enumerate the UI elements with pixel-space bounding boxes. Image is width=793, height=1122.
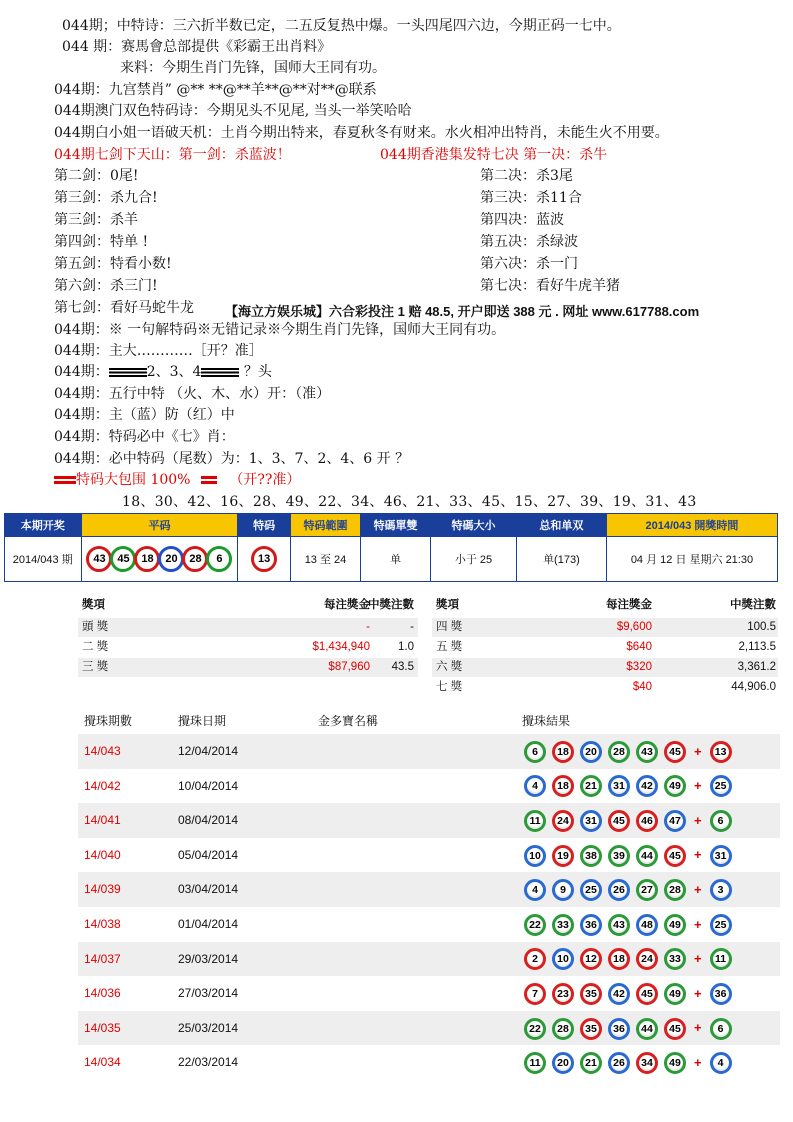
poem-line: 044期；中特诗：三六折半数已定，二五反复热中爆。一头四尾四六边，今期正码一七中。 [62, 18, 621, 34]
result-ball: 22 [524, 914, 546, 936]
prize-amount: - [366, 621, 370, 633]
result-ball: 2 [524, 948, 546, 970]
col-prize-amount: 每注獎金 [606, 599, 652, 611]
prize-winners: 2,113.5 [738, 641, 776, 653]
black-bars-icon [109, 368, 147, 377]
special-result-ball: 13 [710, 741, 732, 763]
header-special-number: 特码 [238, 514, 291, 537]
result-ball: 35 [580, 983, 602, 1005]
special-result-ball: 31 [710, 845, 732, 867]
jue-item: 第六决：杀一门 [480, 256, 578, 272]
history-row [78, 838, 780, 873]
result-ball: 4 [524, 775, 546, 797]
history-balls [524, 976, 738, 1011]
sword-item: 第五剑：特看小数! [54, 256, 172, 272]
seven-swords-title: 044期七剑下天山：第一剑：杀蓝波！ [54, 147, 291, 163]
history-date: 05/04/2014 [178, 847, 239, 862]
jue-item: 第二决：杀3尾 [480, 168, 573, 184]
prize-winners: - [410, 621, 414, 633]
result-ball: 9 [552, 879, 574, 901]
result-ball: 49 [664, 983, 686, 1005]
history-balls [524, 872, 738, 907]
history-date: 12/04/2014 [178, 744, 239, 758]
special-result-ball: 6 [710, 1018, 732, 1040]
result-ball: 33 [664, 948, 686, 970]
ball: 45 [110, 546, 136, 572]
black-bars-icon [201, 368, 239, 377]
macau-poem-line: 044期澳门双色特码诗：今期见头不见尾, 当头一举笑哈哈 [54, 103, 412, 119]
history-row [78, 734, 780, 769]
result-ball: 49 [664, 1052, 686, 1074]
result-ball: 39 [608, 845, 630, 867]
prize-winners: 43.5 [391, 661, 414, 673]
prize-amount: $87,960 [328, 661, 370, 673]
prize-winners: 3,361.2 [737, 661, 776, 673]
result-ball: 42 [636, 775, 658, 797]
history-table [78, 708, 780, 1080]
result-ball: 31 [608, 775, 630, 797]
red-bars-icon [54, 476, 76, 484]
result-ball: 19 [552, 845, 574, 867]
history-date: 27/03/2014 [178, 986, 239, 1001]
prize-name: 五 獎 [436, 641, 463, 653]
result-ball: 18 [608, 948, 630, 970]
col-winners: 中獎注數 [730, 599, 776, 611]
result-ball: 18 [552, 775, 574, 797]
result-ball: 44 [636, 845, 658, 867]
surround-tail: （开??准） [229, 472, 301, 488]
result-ball: 49 [664, 914, 686, 936]
result-ball: 12 [580, 948, 602, 970]
result-ball: 43 [608, 914, 630, 936]
sword-item: 第三剑：杀九合! [54, 190, 158, 206]
result-ball: 38 [580, 845, 602, 867]
prize-amount: $1,434,940 [312, 641, 370, 653]
header-special-size: 特碼大小 [431, 514, 517, 537]
result-ball: 10 [552, 948, 574, 970]
header-current-draw: 本期开奖 [5, 514, 82, 537]
history-balls [524, 803, 738, 838]
history-row [78, 907, 780, 942]
history-row [78, 803, 780, 838]
special-result-ball: 36 [710, 983, 732, 1005]
history-period[interactable]: 14/040 [84, 847, 121, 862]
col-prize: 獎項 [82, 599, 105, 611]
sword-item: 第三剑：杀羊 [54, 212, 138, 228]
history-rows [78, 734, 780, 1080]
prize-amount: $9,600 [616, 621, 652, 633]
red-bars-icon [201, 476, 217, 484]
result-ball: 45 [664, 845, 686, 867]
draw-result-table [4, 513, 778, 582]
tail-number-line: 044期：必中特码（尾数）为：1、3、7、2、4、6 开 ？ [54, 451, 410, 467]
special-result-ball: 6 [710, 810, 732, 832]
result-ball: 26 [608, 1052, 630, 1074]
sword-item: 第二剑：0尾! [54, 168, 139, 184]
one-sentence-line: 044期：※ 一句解特码※无错记录※今期生肖门先锋，国师大王同有功。 [54, 322, 506, 338]
special-result-ball: 25 [710, 914, 732, 936]
history-period[interactable]: 14/037 [84, 951, 121, 966]
history-balls [524, 907, 738, 942]
ball: 28 [182, 546, 208, 572]
result-ball: 18 [552, 741, 574, 763]
forbidden-zodiac-line: 044期：九宫禁肖” @** **@**羊**@**对**@联系 [54, 82, 377, 98]
history-date: 10/04/2014 [178, 778, 239, 793]
history-row [78, 1045, 780, 1080]
col-date: 攪珠日期 [178, 714, 227, 728]
result-ball: 27 [636, 879, 658, 901]
plus-icon: + [694, 916, 702, 932]
history-date: 08/04/2014 [178, 813, 239, 828]
result-ball: 11 [524, 1052, 546, 1074]
plus-icon: + [694, 743, 702, 759]
result-ball: 45 [664, 1018, 686, 1040]
prize-amount: $40 [632, 681, 652, 693]
material-line: 来料：今期生肖门先锋，国师大王同有功。 [120, 60, 386, 76]
history-balls [524, 942, 738, 977]
jue-item: 第三决：杀11合 [480, 190, 582, 206]
history-period[interactable]: 14/038 [84, 916, 121, 931]
result-ball: 21 [580, 775, 602, 797]
result-ball: 4 [524, 879, 546, 901]
sword-item: 第六剑：杀三门! [54, 278, 158, 294]
sword-item: 第七剑：看好马蛇牛龙 [54, 300, 194, 316]
prize-name: 六 獎 [436, 661, 463, 673]
result-ball: 25 [580, 879, 602, 901]
plus-icon: + [694, 951, 702, 967]
five-elements-line: 044期：五行中特 （火、木、水）开：（准） [54, 386, 331, 402]
result-ball: 28 [664, 879, 686, 901]
col-name: 金多寶名稱 [318, 714, 379, 728]
prize-name: 七 獎 [436, 681, 463, 693]
ball: 20 [158, 546, 184, 572]
history-period[interactable]: 14/034 [84, 1055, 121, 1070]
result-ball: 6 [524, 741, 546, 763]
result-ball: 44 [636, 1018, 658, 1040]
history-row [78, 976, 780, 1011]
history-date: 22/03/2014 [178, 1055, 239, 1070]
result-ball: 45 [608, 810, 630, 832]
result-ball: 26 [608, 879, 630, 901]
col-prize-amount: 每注獎金 [324, 599, 370, 611]
result-ball: 7 [524, 983, 546, 1005]
history-period[interactable]: 14/035 [84, 1020, 121, 1035]
history-date: 25/03/2014 [178, 1020, 239, 1035]
head-line [54, 362, 272, 382]
history-date: 03/04/2014 [178, 882, 239, 897]
history-date: 29/03/2014 [178, 951, 239, 966]
prize-winners: 1.0 [398, 641, 414, 653]
special-result-ball: 4 [710, 1052, 732, 1074]
result-ball: 46 [636, 810, 658, 832]
surround-line [54, 470, 300, 490]
result-ball: 23 [552, 983, 574, 1005]
casino-ad-banner[interactable]: 【海立方娱乐城】六合彩投注 1 赔 48.5, 开户即送 388 元 . 网址 www.617788.com [225, 304, 700, 319]
result-ball: 47 [664, 810, 686, 832]
history-period[interactable]: 14/036 [84, 986, 121, 1001]
result-ball: 34 [636, 1052, 658, 1074]
result-ball: 33 [552, 914, 574, 936]
history-header [78, 708, 780, 734]
prize-name: 頭 獎 [82, 621, 109, 633]
special-size: 小于 25 [431, 537, 517, 582]
prize-name: 四 獎 [436, 621, 463, 633]
sword-item: 第四剑：特单 ! [54, 234, 149, 250]
source-line: 044 期：赛馬會总部提供《彩霸王出肖料》 [62, 39, 332, 55]
result-ball: 20 [552, 1052, 574, 1074]
result-ball: 45 [636, 983, 658, 1005]
result-ball: 20 [580, 741, 602, 763]
draw-time: 04 月 12 日 星期六 21:30 [606, 537, 777, 582]
special-result-ball: 3 [710, 879, 732, 901]
result-ball: 22 [524, 1018, 546, 1040]
seven-jue-title: 044期香港集发特七决 第一决：杀牛 [380, 147, 608, 163]
prize-amount: $640 [626, 641, 652, 653]
plus-icon: + [694, 881, 702, 897]
result-ball: 36 [580, 914, 602, 936]
result-ball: 24 [552, 810, 574, 832]
prize-winners: 100.5 [747, 621, 776, 633]
head-suffix: ？头 [239, 364, 272, 380]
history-row [78, 769, 780, 804]
history-row [78, 1011, 780, 1046]
result-ball: 21 [580, 1052, 602, 1074]
seven-zodiac-line: 044期：特码必中《七》肖： [54, 429, 235, 445]
draw-period: 2014/043 期 [5, 537, 82, 582]
plus-icon: + [694, 1020, 702, 1036]
header-regular-numbers: 平码 [81, 514, 238, 537]
history-date: 01/04/2014 [178, 916, 239, 931]
history-period[interactable]: 14/041 [84, 813, 121, 828]
plus-icon: + [694, 778, 702, 794]
special-ball-cell [238, 537, 291, 582]
header-sum-odd-even: 总和单双 [516, 514, 606, 537]
prize-name: 二 獎 [82, 641, 109, 653]
result-ball: 24 [636, 948, 658, 970]
special-odd-even: 单 [361, 537, 431, 582]
prize-name: 三 獎 [82, 661, 109, 673]
special-ball: 13 [251, 546, 277, 572]
special-result-ball: 25 [710, 775, 732, 797]
sum-odd-even: 单(173) [516, 537, 606, 582]
result-ball: 48 [636, 914, 658, 936]
head-numbers: 2、3、4 [146, 364, 202, 380]
ball: 43 [86, 546, 112, 572]
surround-numbers: 18、30、42、16、28、49、22、34、46、21、33、45、15、27、39、19、31、43 [122, 494, 697, 510]
plus-icon: + [694, 1054, 702, 1070]
result-ball: 42 [608, 983, 630, 1005]
jue-item: 第七决：看好牛虎羊猪 [480, 278, 620, 294]
header-special-odd-even: 特碼單雙 [361, 514, 431, 537]
result-ball: 49 [664, 775, 686, 797]
result-ball: 11 [524, 810, 546, 832]
color-line: 044期：主（蓝）防（红）中 [54, 407, 235, 423]
history-balls [524, 769, 738, 804]
regular-balls [81, 537, 238, 582]
special-result-ball: 11 [710, 948, 732, 970]
special-range: 13 至 24 [290, 537, 360, 582]
ball: 18 [134, 546, 160, 572]
history-period[interactable]: 14/039 [84, 882, 121, 897]
history-row [78, 872, 780, 907]
plus-icon: + [694, 812, 702, 828]
white-lady-line: 044期白小姐一语破天机：土肖今期出特来，春夏秋冬有财来。水火相冲出特肖，未能生火不用要。 [54, 125, 669, 141]
line-prefix: 044期： [54, 364, 109, 380]
header-special-range: 特码範圍 [290, 514, 360, 537]
result-ball: 28 [552, 1018, 574, 1040]
history-balls [524, 734, 738, 769]
history-row [78, 942, 780, 977]
header-draw-time: 2014/043 開獎時間 [606, 514, 777, 537]
history-balls [524, 1045, 738, 1080]
plus-icon: + [694, 847, 702, 863]
col-period: 攪珠期數 [84, 714, 133, 728]
result-ball: 31 [580, 810, 602, 832]
history-balls [524, 838, 738, 873]
jue-item: 第五决：杀绿波 [480, 234, 578, 250]
result-ball: 35 [580, 1018, 602, 1040]
history-balls [524, 1011, 738, 1046]
col-result: 攪珠結果 [522, 714, 571, 728]
history-period[interactable]: 14/042 [84, 778, 121, 793]
result-ball: 43 [636, 741, 658, 763]
main-big-line: 044期：主大…………［开？准］ [54, 343, 263, 359]
history-period[interactable]: 14/043 [84, 744, 121, 758]
plus-icon: + [694, 985, 702, 1001]
surround-label: 特码大包围 100% [76, 472, 191, 488]
result-ball: 28 [608, 741, 630, 763]
ball: 6 [206, 546, 232, 572]
col-prize: 獎項 [436, 599, 459, 611]
result-ball: 10 [524, 845, 546, 867]
col-winners: 中獎注數 [368, 599, 414, 611]
prize-winners: 44,906.0 [731, 681, 776, 693]
result-ball: 36 [608, 1018, 630, 1040]
prize-amount: $320 [626, 661, 652, 673]
jue-item: 第四决：蓝波 [480, 212, 564, 228]
result-ball: 45 [664, 741, 686, 763]
